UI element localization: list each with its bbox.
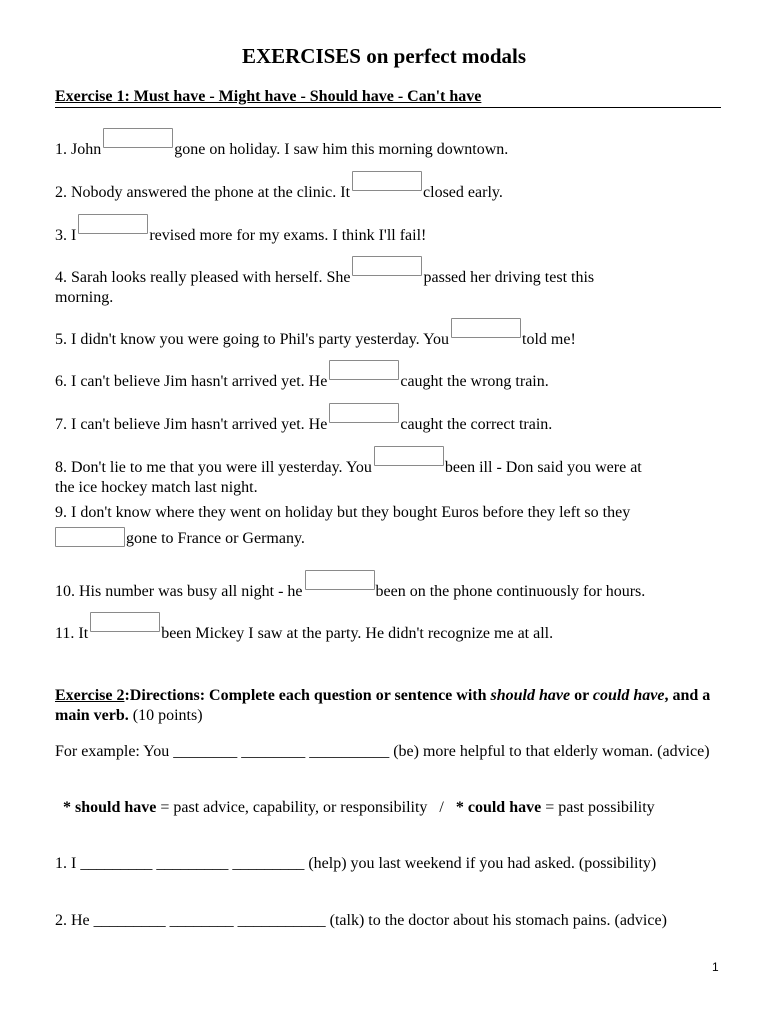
exercise-1-item-10 xyxy=(55,570,725,602)
exercise-1-item-2 xyxy=(55,171,725,203)
could-have-term: could have xyxy=(592,687,665,704)
exercise-2-label: Exercise 2 xyxy=(55,687,125,704)
exercise-1-item-9 xyxy=(55,503,725,549)
item-text: revised more for my exams. I think I'll fail! xyxy=(149,227,427,244)
item-text: gone on holiday. I saw him this morning downtown. xyxy=(174,141,509,158)
answer-blank-3[interactable] xyxy=(78,214,148,234)
item-text: the ice hockey match last night. xyxy=(55,479,258,496)
item-text: 7. I can't believe Jim hasn't arrived yet. He xyxy=(55,416,328,433)
exercise-2-question-2: 2. He _________ ________ ___________ (talk) to the doctor about his stomach pains. (advice) xyxy=(55,912,667,929)
page-number: 1 xyxy=(712,960,719,974)
directions-suffix: , and a main verb. xyxy=(55,687,711,724)
item-text: 2. Nobody answered the phone at the clinic. It xyxy=(55,184,351,201)
note-text: = past possibility xyxy=(541,799,655,816)
item-text: morning. xyxy=(55,289,114,306)
answer-blank-9[interactable] xyxy=(55,527,125,547)
exercise-1-heading-text: Exercise 1: Must have - Might have - Should have - Can't have xyxy=(55,88,482,105)
answer-blank-4[interactable] xyxy=(352,256,422,276)
modal-note xyxy=(55,798,725,818)
answer-blank-10[interactable] xyxy=(305,570,375,590)
exercise-1-item-11 xyxy=(55,612,725,644)
answer-blank-8[interactable] xyxy=(374,446,444,466)
exercise-1-item-3 xyxy=(55,214,725,246)
exercise-1-item-4 xyxy=(55,256,725,308)
exercise-1-heading xyxy=(55,88,721,108)
item-text: 1. John xyxy=(55,141,102,158)
exercise-2-heading xyxy=(55,686,725,726)
points-text: (10 points) xyxy=(128,707,203,724)
item-text: closed early. xyxy=(423,184,503,201)
example-sentence: For example: You ________ ________ __________ (be) more helpful to that elderly woman. (advice) xyxy=(55,743,710,760)
answer-blank-5[interactable] xyxy=(451,318,521,338)
item-text: 5. I didn't know you were going to Phil's party yesterday. You xyxy=(55,331,450,348)
item-text: caught the correct train. xyxy=(400,416,553,433)
directions-prefix: :Directions: Complete each question or sentence with xyxy=(124,687,491,704)
exercise-1-item-6 xyxy=(55,360,725,392)
exercise-2-question-1: 1. I _________ _________ _________ (help) you last weekend if you had asked. (possibility) xyxy=(55,855,657,872)
item-text: been on the phone continuously for hours. xyxy=(375,583,646,600)
item-text: 9. I don't know where they went on holiday but they bought Euros before they left so they xyxy=(55,504,631,521)
answer-blank-11[interactable] xyxy=(90,612,160,632)
answer-blank-2[interactable] xyxy=(352,171,422,191)
exercise-1-item-1 xyxy=(55,128,725,160)
answer-blank-1[interactable] xyxy=(103,128,173,148)
exercise-1-item-7 xyxy=(55,403,725,435)
page-title: EXERCISES on perfect modals xyxy=(241,44,527,68)
item-text: 10. His number was busy all night - he xyxy=(55,583,303,600)
or-text: or xyxy=(570,687,593,704)
item-text: been ill - Don said you were at xyxy=(444,459,642,476)
exercise-1-item-5 xyxy=(55,318,725,350)
exercise-1-item-8 xyxy=(55,446,725,498)
note-text: = past advice, capability, or responsibility / xyxy=(156,799,456,816)
answer-blank-6[interactable] xyxy=(329,360,399,380)
item-text: gone to France or Germany. xyxy=(126,530,305,547)
item-text: 3. I xyxy=(55,227,77,244)
should-have-term: should have xyxy=(490,687,571,704)
item-text: 11. It xyxy=(55,625,89,642)
item-text: told me! xyxy=(522,331,576,348)
item-text: 6. I can't believe Jim hasn't arrived yet. He xyxy=(55,373,328,390)
item-text: caught the wrong train. xyxy=(400,373,549,390)
item-text: 4. Sarah looks really pleased with herself. She xyxy=(55,269,351,286)
item-text: been Mickey I saw at the party. He didn't recognize me at all. xyxy=(161,625,554,642)
item-text: passed her driving test this xyxy=(423,269,595,286)
item-text: 8. Don't lie to me that you were ill yesterday. You xyxy=(55,459,372,476)
answer-blank-7[interactable] xyxy=(329,403,399,423)
could-have-note: * could have xyxy=(455,799,542,816)
should-have-note: * should have xyxy=(63,799,157,816)
